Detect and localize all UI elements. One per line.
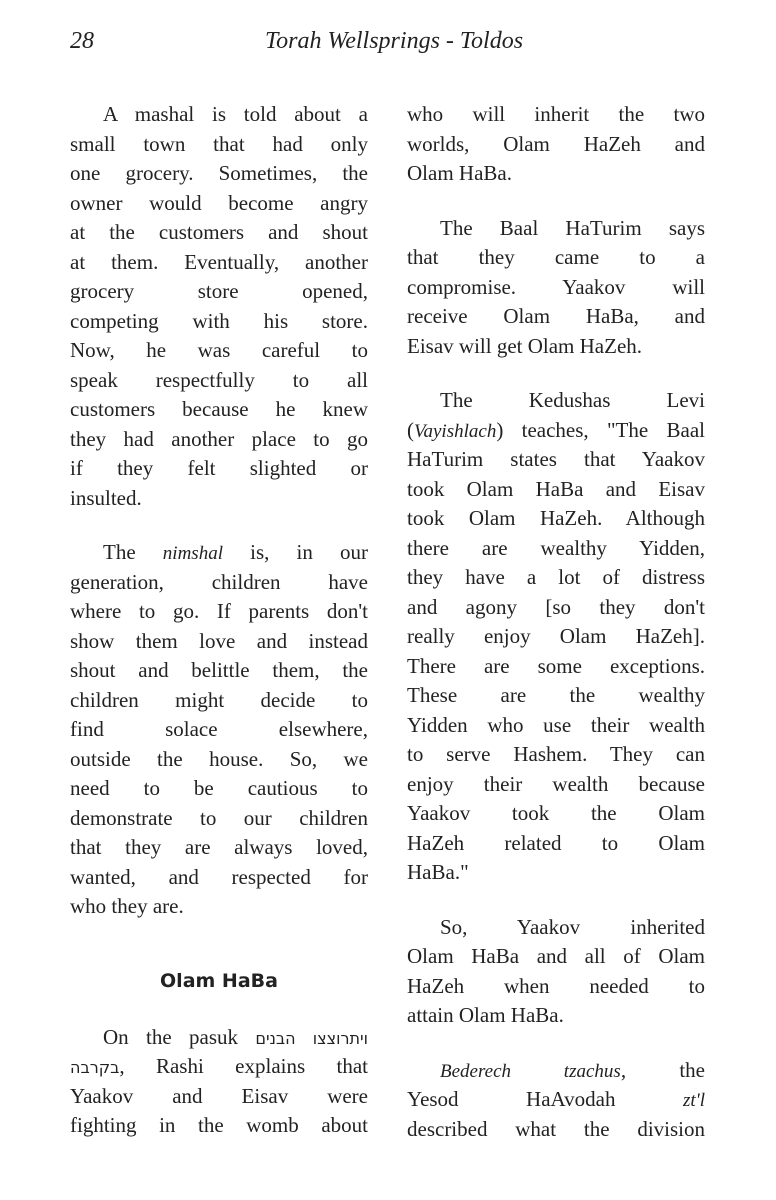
text-line — [407, 913, 705, 943]
text-run: There are some exceptions. — [407, 653, 705, 678]
text-line — [407, 858, 705, 888]
running-title: Torah Wellsprings - Toldos — [264, 28, 524, 54]
text-line — [70, 597, 368, 627]
text-run: at the customers and shout — [70, 220, 368, 244]
text-line — [407, 593, 705, 623]
text-line — [70, 715, 368, 745]
text-line — [407, 416, 705, 446]
text-line — [407, 563, 705, 593]
text-line — [407, 740, 705, 770]
text-line — [407, 445, 705, 475]
text-run: generation, children have — [70, 569, 368, 594]
text-line — [70, 1052, 368, 1082]
text-run: if they felt slighted or — [70, 456, 368, 480]
text-run: These are the wealthy — [407, 683, 705, 707]
text-run: they had another place to go — [70, 426, 368, 451]
text-line — [407, 652, 705, 682]
text-line — [70, 218, 368, 248]
text-line — [407, 475, 705, 505]
text-line — [70, 892, 368, 922]
text-line — [70, 484, 368, 514]
text-run: receive Olam HaBa, and — [407, 304, 705, 328]
text-line — [70, 568, 368, 598]
text-line — [407, 214, 705, 244]
paragraph — [407, 913, 705, 1031]
text-run: ) teaches, "The Baal — [496, 417, 705, 442]
text-run: took Olam HaZeh. Although — [407, 506, 705, 530]
text-run: On the pasuk — [103, 1024, 256, 1049]
text-run: Now, he was careful to — [70, 338, 368, 362]
text-line — [70, 159, 368, 189]
italic-term: zt'l — [682, 1090, 705, 1111]
text-line — [407, 243, 705, 273]
text-line — [70, 774, 368, 804]
text-line — [407, 302, 705, 332]
text-run: find solace elsewhere, — [70, 717, 368, 741]
text-run: one grocery. Sometimes, the — [70, 161, 368, 185]
text-run: HaZeh when needed to — [407, 973, 705, 998]
text-line — [70, 863, 368, 893]
text-run: that they are always loved, — [70, 835, 368, 859]
text-line — [407, 711, 705, 741]
text-line — [70, 336, 368, 366]
text-line — [407, 942, 705, 972]
text-line — [70, 538, 368, 568]
text-line — [70, 189, 368, 219]
text-line — [407, 159, 705, 189]
left-column — [70, 100, 368, 1166]
text-run: HaBa." — [407, 860, 469, 884]
text-line — [407, 1085, 705, 1115]
text-run: insulted. — [70, 485, 142, 510]
text-run: The Baal HaTurim says — [440, 215, 705, 240]
text-line — [70, 1082, 368, 1112]
hebrew-quote: ויתרוצצו הבנים — [255, 1028, 368, 1048]
text-line — [70, 366, 368, 396]
text-run: customers because he knew — [70, 397, 368, 421]
text-line — [407, 622, 705, 652]
text-run: competing with his store. — [70, 308, 368, 333]
text-line — [70, 686, 368, 716]
text-run: worlds, Olam HaZeh and — [407, 131, 705, 156]
text-run: A mashal is told about a — [103, 102, 368, 126]
paragraph — [407, 100, 705, 189]
text-run: outside the house. So, we — [70, 746, 368, 771]
text-run: shout and belittle them, the — [70, 658, 368, 682]
text-run: Olam HaBa. — [407, 161, 512, 185]
text-line — [70, 425, 368, 455]
text-run: really enjoy Olam HaZeh]. — [407, 624, 705, 648]
text-run: So, Yaakov inherited — [440, 914, 705, 939]
text-run: that they came to a — [407, 245, 705, 269]
text-run: Yesod HaAvodah — [407, 1087, 683, 1111]
text-line — [70, 130, 368, 160]
text-run: The Kedushas Levi — [440, 388, 705, 412]
text-line — [70, 307, 368, 337]
text-line — [407, 681, 705, 711]
text-line — [407, 130, 705, 160]
text-line — [70, 100, 368, 130]
text-run: show them love and instead — [70, 628, 368, 653]
text-run: they have a lot of distress — [407, 565, 705, 589]
text-line — [407, 1115, 705, 1145]
paragraph — [407, 214, 705, 362]
text-line — [407, 1056, 705, 1086]
text-run: owner would become angry — [70, 190, 368, 215]
text-line — [407, 534, 705, 564]
text-run: compromise. Yaakov will — [407, 274, 705, 299]
text-line — [70, 395, 368, 425]
text-run: Yidden who use their wealth — [407, 712, 705, 737]
text-run: fighting in the womb about — [70, 1113, 368, 1137]
text-line — [70, 833, 368, 863]
text-line — [70, 627, 368, 657]
text-run: demonstrate to our children — [70, 805, 368, 830]
text-run: to serve Hashem. They can — [407, 742, 705, 766]
text-line — [407, 1001, 705, 1031]
text-line — [407, 386, 705, 416]
text-line — [407, 770, 705, 800]
text-line — [70, 277, 368, 307]
text-line — [407, 332, 705, 362]
section-heading: Olam HaBa — [160, 969, 278, 992]
text-run: attain Olam HaBa. — [407, 1003, 564, 1027]
text-line — [70, 1023, 368, 1053]
paragraph — [70, 538, 368, 922]
text-run: at them. Eventually, another — [70, 249, 368, 274]
text-run: need to be cautious to — [70, 776, 368, 800]
text-run: HaTurim states that Yaakov — [407, 447, 705, 471]
hebrew-quote: בקרבה — [70, 1058, 120, 1077]
page-number: 28 — [70, 28, 94, 54]
text-line — [407, 972, 705, 1002]
italic-term: Vayishlach — [414, 420, 497, 442]
text-run: Eisav will get Olam HaZeh. — [407, 333, 643, 358]
text-line — [407, 799, 705, 829]
text-line — [70, 1111, 368, 1141]
italic-term: Bederech tzachus — [440, 1060, 621, 1082]
text-run: speak respectfully to all — [70, 367, 368, 392]
text-run: children might decide to — [70, 687, 368, 712]
text-line — [70, 656, 368, 686]
text-run: where to go. If parents don't — [70, 599, 368, 623]
text-run: , the — [620, 1057, 705, 1082]
text-run: who will inherit the two — [407, 102, 705, 126]
paragraph — [407, 386, 705, 888]
text-run: who they are. — [70, 894, 184, 918]
text-line — [70, 454, 368, 484]
text-run: took Olam HaBa and Eisav — [407, 476, 705, 501]
text-run: grocery store opened, — [70, 279, 368, 303]
text-line — [407, 504, 705, 534]
text-run: there are wealthy Yidden, — [407, 535, 705, 560]
paragraph — [70, 100, 368, 513]
text-line — [407, 273, 705, 303]
text-run: and agony [so they don't — [407, 594, 705, 619]
text-run: Yaakov and Eisav were — [70, 1083, 368, 1108]
text-line — [70, 745, 368, 775]
text-run: Olam HaBa and all of Olam — [407, 944, 705, 968]
text-run: The — [103, 540, 163, 564]
text-run: enjoy their wealth because — [407, 771, 705, 796]
text-run: is, in our — [222, 540, 368, 564]
italic-term: nimshal — [162, 543, 223, 564]
right-column — [407, 100, 705, 1169]
text-run: wanted, and respected for — [70, 864, 368, 889]
text-run: ( — [407, 417, 414, 442]
text-run: small town that had only — [70, 131, 368, 156]
text-line — [70, 248, 368, 278]
paragraph — [407, 1056, 705, 1145]
text-run: , Rashi explains that — [119, 1054, 368, 1078]
paragraph — [70, 1023, 368, 1141]
text-run: Yaakov took the Olam — [407, 801, 705, 825]
text-line — [407, 100, 705, 130]
text-run: HaZeh related to Olam — [407, 830, 705, 855]
text-line — [407, 829, 705, 859]
text-line — [70, 804, 368, 834]
text-run: described what the division — [407, 1116, 705, 1141]
